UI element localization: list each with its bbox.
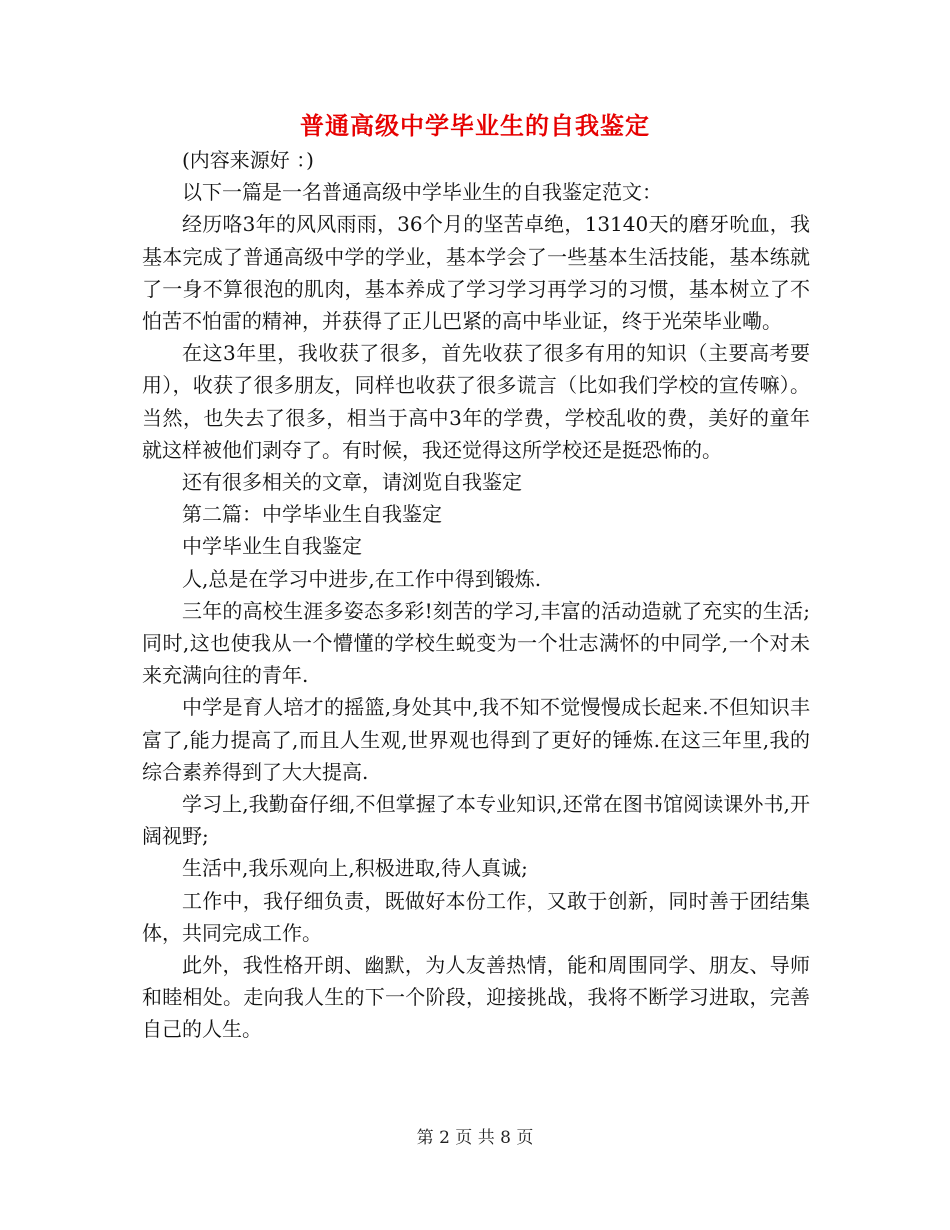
paragraph-intro: 以下一篇是一名普通高级中学毕业生的自我鉴定范文： (182, 180, 662, 205)
paragraph-subtitle: 中学毕业生自我鉴定 (182, 534, 362, 559)
paragraph-study: 学习上,我勤奋仔细,不但掌握了本专业知识,还常在图书馆阅读课外书,开阔视野; (142, 792, 810, 849)
paragraph-growth: 中学是育人培才的摇篮,身处其中,我不知不觉慢慢成长起来.不但知识丰富了,能力提高了,而且人生观,世界观也得到了更好的锤炼.在这三年里,我的综合素养得到了大大提高. (142, 695, 810, 784)
paragraph-gains: 在这3年里，我收获了很多，首先收获了很多有用的知识（主要高考要用），收获了很多朋友，同样也收获了很多谎言（比如我们学校的宣传嘛）。当然，也失去了很多，相当于高中3年的学费，学校乱收的费，美好的童年就这样被他们剥夺了。有时候，我还觉得这所学校还是挺恐怖的。 (142, 341, 810, 462)
paragraph-personality: 此外，我性格开朗、幽默，为人友善热情，能和周围同学、朋友、导师和睦相处。走向我人生的下一个阶段，迎接挑战，我将不断学习进取，完善自己的人生。 (142, 953, 810, 1042)
paragraph-work: 工作中，我仔细负责，既做好本份工作，又敢于创新，同时善于团结集体，共同完成工作。 (142, 888, 810, 945)
document-title: 普通高级中学毕业生的自我鉴定 (300, 111, 650, 140)
paragraph-school-life: 三年的高校生涯多姿态多彩!刻苦的学习,丰富的活动造就了充实的生活;同时,这也使我从一个懵懂的学校生蜕变为一个壮志满怀的中同学,一个对未来充满向往的青年. (142, 598, 810, 688)
paragraph-related-articles: 还有很多相关的文章，请浏览自我鉴定 (182, 470, 522, 495)
paragraph-life: 生活中,我乐观向上,积极进取,待人真诚; (182, 856, 528, 881)
paragraph-second-title: 第二篇：中学毕业生自我鉴定 (182, 502, 442, 527)
paragraph-motto: 人,总是在学习中进步,在工作中得到锻炼. (182, 566, 542, 591)
page-number-footer: 第 2 页 共 8 页 (416, 1128, 534, 1148)
document-body (142, 144, 810, 1046)
paragraph-source-note: (内容来源好 ：) (182, 148, 314, 172)
paragraph-experience: 经历咯3年的风风雨雨，36个月的坚苦卓绝，13140天的磨牙吮血，我基本完成了普通高级中学的学业，基本学会了一些基本生活技能，基本练就了一身不算很泡的肌肉，基本养成了学习学习再学习的习惯，基本树立了不怕苦不怕雷的精神，并获得了正儿巴紧的高中毕业证，终于光荣毕业嘞。 (142, 212, 810, 334)
